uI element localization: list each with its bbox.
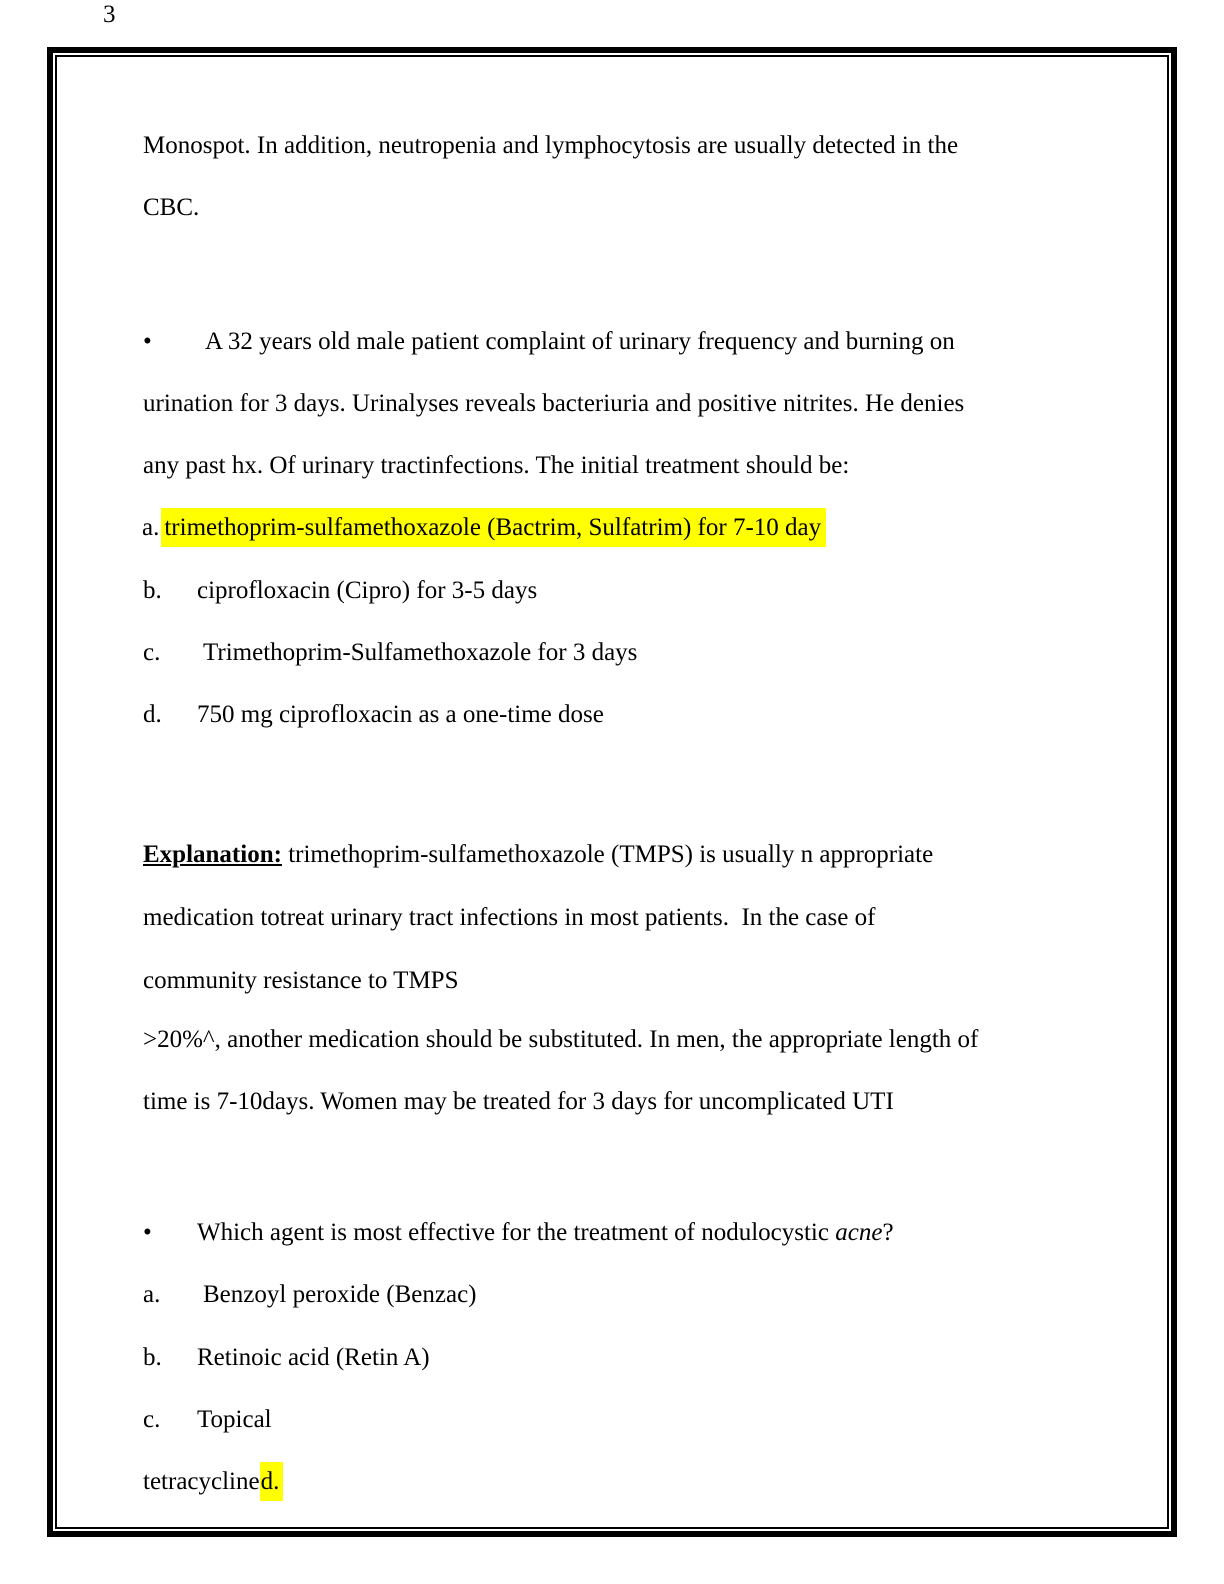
intro-line-2: CBC. — [143, 194, 200, 221]
last-line-text: tetracycline — [143, 1468, 260, 1495]
question2-option-a — [143, 1280, 477, 1310]
option-letter-c: c. — [143, 1406, 161, 1433]
question2-last-line — [143, 1467, 283, 1497]
question2-text-pre: Which agent is most effective for the treatment of nodulocystic — [197, 1219, 836, 1246]
page-number: 3 — [103, 1, 116, 28]
explanation-line-4: >20%^, another medication should be substituted. In men, the appropriate length of — [143, 1026, 979, 1053]
option-a-text: Benzoyl peroxide (Benzac) — [203, 1281, 477, 1308]
question1-option-d — [143, 700, 604, 730]
explanation-text-1: trimethoprim-sulfamethoxazole (TMPS) is usually n appropriate — [281, 841, 934, 868]
bullet-icon: • — [143, 328, 152, 355]
question1-option-a — [142, 513, 826, 543]
option-letter-a: a. — [143, 1281, 161, 1308]
intro-line-1: Monospot. In addition, neutropenia and lymphocytosis are usually detected in the — [143, 132, 959, 159]
option-letter-a: a. — [142, 514, 160, 541]
question2-option-b — [143, 1343, 430, 1373]
bullet-icon: • — [143, 1219, 152, 1246]
option-letter-b: b. — [143, 577, 162, 604]
question2-option-c — [143, 1405, 272, 1435]
option-b-text: Retinoic acid (Retin A) — [197, 1344, 430, 1371]
option-b-text: ciprofloxacin (Cipro) for 3-5 days — [197, 577, 538, 604]
question1-text-1: A 32 years old male patient complaint of urinary frequency and burning on — [205, 328, 955, 355]
option-letter-b: b. — [143, 1344, 162, 1371]
option-c-text: Trimethoprim-Sulfamethoxazole for 3 days — [203, 639, 638, 666]
question1-option-c — [143, 638, 637, 668]
explanation-line-1 — [143, 840, 933, 870]
question2-line-1 — [143, 1218, 894, 1248]
explanation-line-5: time is 7-10days. Women may be treated for 3 days for uncomplicated UTI — [143, 1088, 894, 1115]
option-letter-c: c. — [143, 639, 161, 666]
question1-option-b — [143, 576, 537, 606]
question2-text-post: ? — [882, 1219, 894, 1246]
explanation-line-3: community resistance to TMPS — [143, 967, 459, 994]
option-d-text: 750 mg ciprofloxacin as a one-time dose — [197, 701, 604, 728]
question1-line-2: urination for 3 days. Urinalyses reveals bacteriuria and positive nitrites. He denies — [143, 390, 965, 417]
last-line-highlighted-letter: d. — [260, 1462, 284, 1501]
option-letter-d: d. — [143, 701, 162, 728]
option-c-text: Topical — [197, 1406, 272, 1433]
explanation-label: Explanation: — [143, 841, 282, 868]
option-a-highlighted-text: trimethoprim-sulfamethoxazole (Bactrim, Sulfatrim) for 7-10 day — [161, 508, 826, 547]
question1-line-3: any past hx. Of urinary tractinfections. The initial treatment should be: — [143, 452, 850, 479]
question1-line-1 — [143, 327, 955, 357]
question2-text-italic: acne — [835, 1219, 883, 1246]
explanation-line-2: medication totreat urinary tract infections in most patients. In the case of — [143, 904, 876, 931]
page-border-outer — [47, 47, 1177, 1537]
